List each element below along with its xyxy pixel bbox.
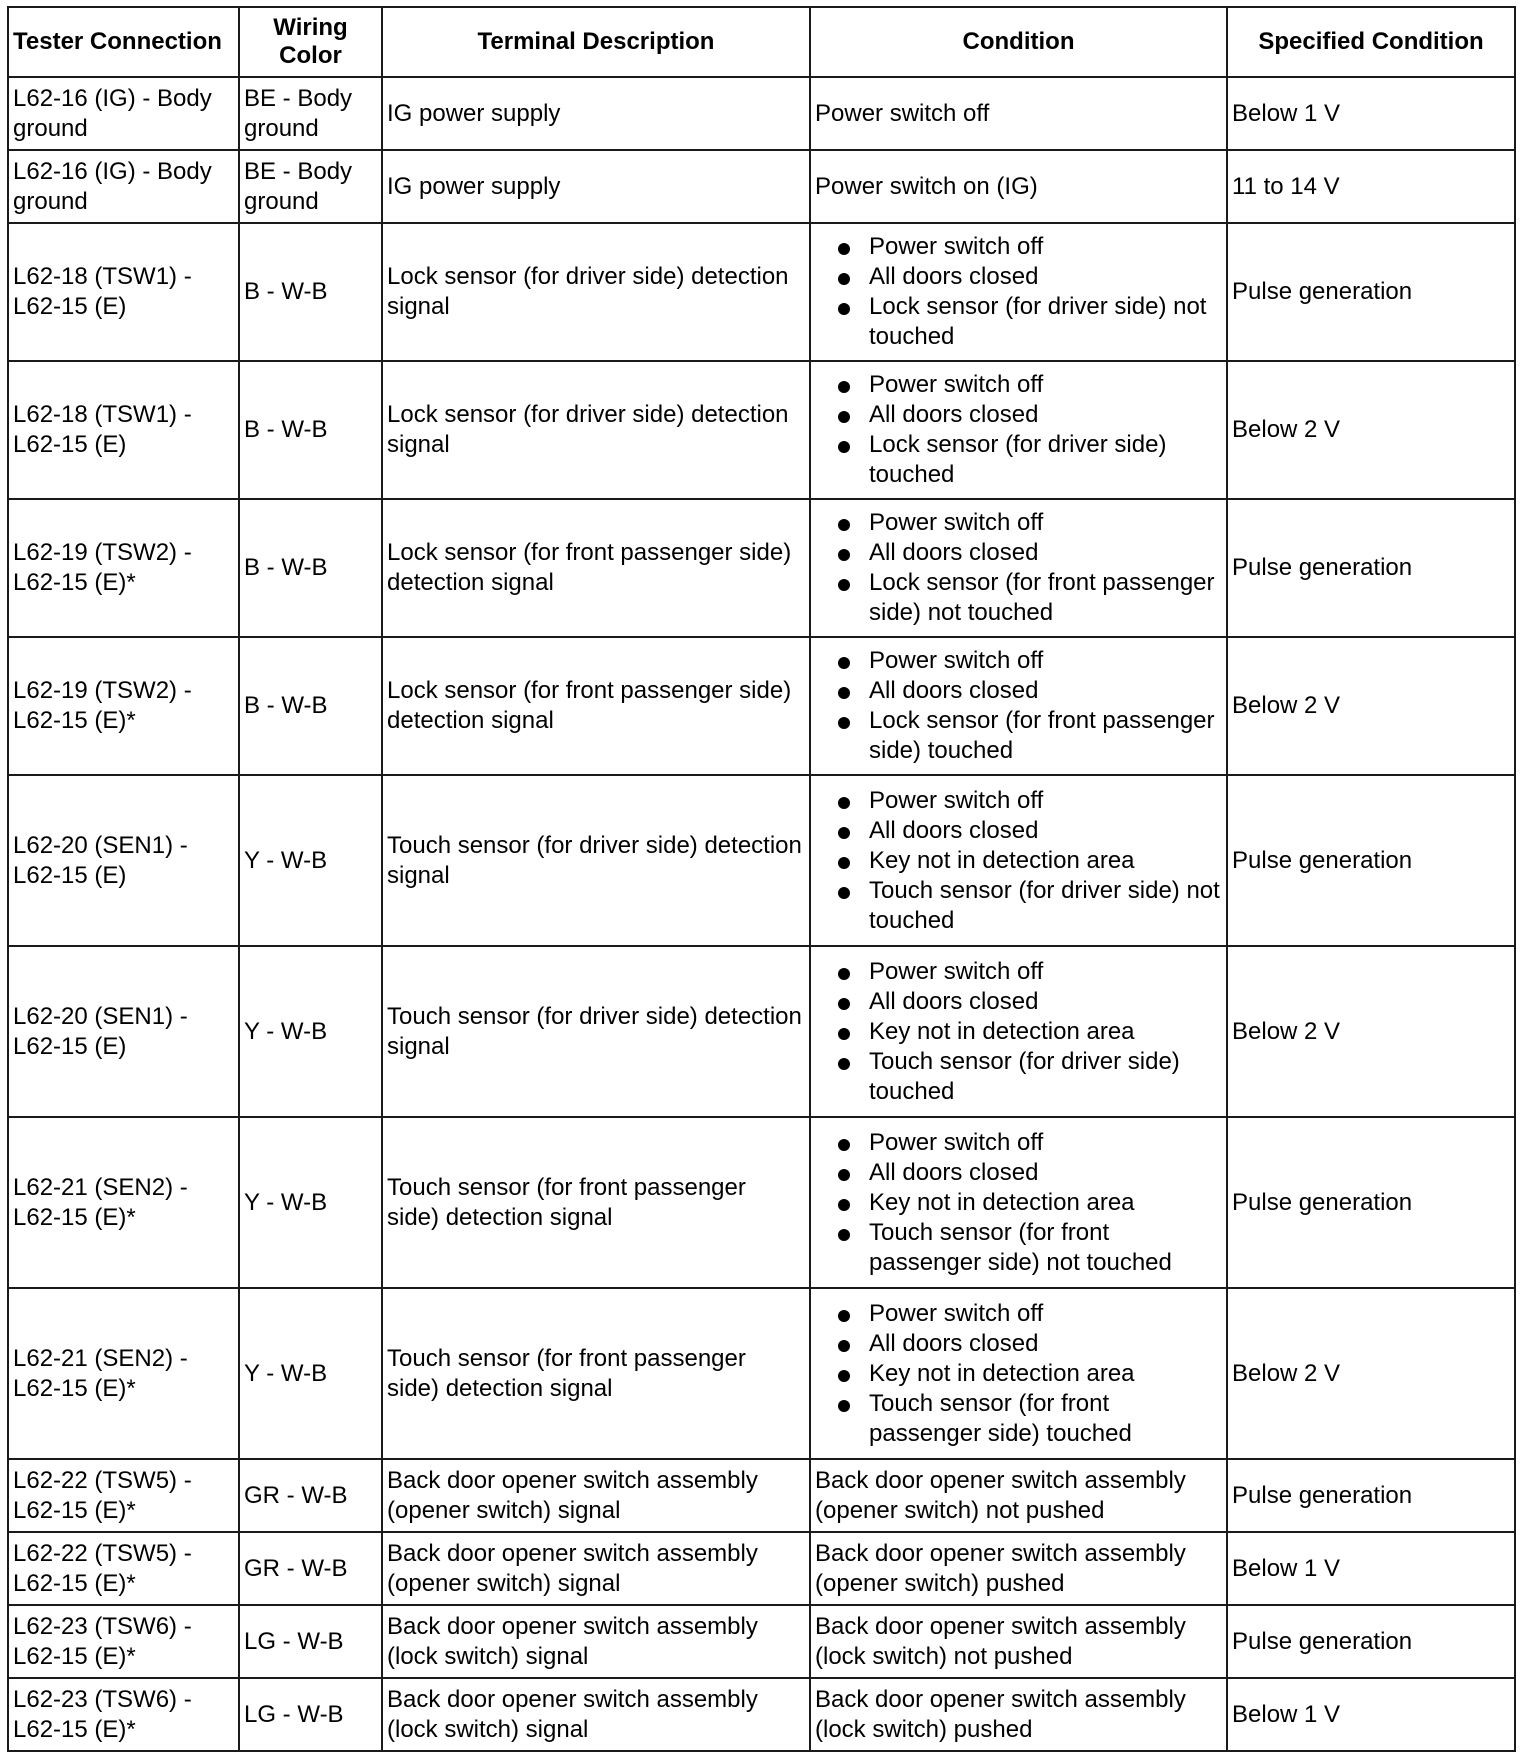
cell-wiring-color: B - W-B: [239, 499, 382, 637]
cell-condition: [810, 1117, 1227, 1288]
cell-tester-connection: L62-23 (TSW6) - L62-15 (E)*: [8, 1678, 239, 1751]
condition-item: All doors closed: [815, 987, 1221, 1017]
cell-wiring-color: LG - W-B: [239, 1678, 382, 1751]
condition-item: All doors closed: [815, 1329, 1221, 1359]
table-row: [8, 499, 1515, 637]
condition-item: Power switch off: [815, 786, 1221, 816]
cell-tester-connection: L62-16 (IG) - Body ground: [8, 150, 239, 223]
condition-item: Touch sensor (for driver side) touched: [815, 1047, 1221, 1107]
table-row: [8, 775, 1515, 946]
cell-terminal-description: Lock sensor (for driver side) detection signal: [382, 361, 810, 499]
condition-item: Power switch off: [815, 1299, 1221, 1329]
cell-tester-connection: L62-19 (TSW2) - L62-15 (E)*: [8, 637, 239, 775]
cell-condition: Back door opener switch assembly (opener switch) not pushed: [810, 1459, 1227, 1532]
cell-wiring-color: LG - W-B: [239, 1605, 382, 1678]
condition-list: [815, 232, 1221, 352]
cell-terminal-description: IG power supply: [382, 150, 810, 223]
cell-terminal-description: Touch sensor (for driver side) detection signal: [382, 946, 810, 1117]
cell-terminal-description: Lock sensor (for front passenger side) detection signal: [382, 637, 810, 775]
cell-wiring-color: B - W-B: [239, 361, 382, 499]
condition-item: Key not in detection area: [815, 846, 1221, 876]
cell-condition: Back door opener switch assembly (lock switch) not pushed: [810, 1605, 1227, 1678]
cell-condition: [810, 223, 1227, 361]
condition-item: All doors closed: [815, 1158, 1221, 1188]
table-row: [8, 1605, 1515, 1678]
table-body: [8, 77, 1515, 1751]
header-row: [8, 7, 1515, 77]
condition-list: [815, 370, 1221, 490]
cell-wiring-color: Y - W-B: [239, 946, 382, 1117]
condition-item: All doors closed: [815, 538, 1221, 568]
cell-tester-connection: L62-19 (TSW2) - L62-15 (E)*: [8, 499, 239, 637]
condition-item: Touch sensor (for front passenger side) touched: [815, 1389, 1221, 1449]
cell-tester-connection: L62-18 (TSW1) - L62-15 (E): [8, 361, 239, 499]
table-row: [8, 1288, 1515, 1459]
cell-terminal-description: Touch sensor (for front passenger side) detection signal: [382, 1117, 810, 1288]
condition-item: Lock sensor (for driver side) touched: [815, 430, 1221, 490]
cell-tester-connection: L62-22 (TSW5) - L62-15 (E)*: [8, 1459, 239, 1532]
cell-condition: [810, 946, 1227, 1117]
condition-item: All doors closed: [815, 400, 1221, 430]
cell-condition: Power switch off: [810, 77, 1227, 150]
condition-item: All doors closed: [815, 262, 1221, 292]
cell-terminal-description: Lock sensor (for front passenger side) detection signal: [382, 499, 810, 637]
cell-condition: [810, 637, 1227, 775]
cell-terminal-description: Touch sensor (for driver side) detection signal: [382, 775, 810, 946]
cell-wiring-color: Y - W-B: [239, 1288, 382, 1459]
cell-specified-condition: Below 1 V: [1227, 77, 1515, 150]
condition-item: Power switch off: [815, 232, 1221, 262]
condition-item: Power switch off: [815, 957, 1221, 987]
cell-wiring-color: GR - W-B: [239, 1532, 382, 1605]
table-row: [8, 1532, 1515, 1605]
cell-wiring-color: BE - Body ground: [239, 77, 382, 150]
cell-wiring-color: GR - W-B: [239, 1459, 382, 1532]
condition-list: [815, 786, 1221, 936]
condition-list: [815, 646, 1221, 766]
cell-terminal-description: Back door opener switch assembly (lock switch) signal: [382, 1605, 810, 1678]
cell-tester-connection: L62-21 (SEN2) - L62-15 (E)*: [8, 1288, 239, 1459]
condition-item: Lock sensor (for driver side) not touched: [815, 292, 1221, 352]
cell-specified-condition: Below 1 V: [1227, 1678, 1515, 1751]
cell-wiring-color: BE - Body ground: [239, 150, 382, 223]
cell-condition: Power switch on (IG): [810, 150, 1227, 223]
cell-specified-condition: Pulse generation: [1227, 1459, 1515, 1532]
cell-wiring-color: Y - W-B: [239, 1117, 382, 1288]
condition-item: Power switch off: [815, 508, 1221, 538]
condition-item: Key not in detection area: [815, 1188, 1221, 1218]
condition-item: Touch sensor (for front passenger side) not touched: [815, 1218, 1221, 1278]
cell-tester-connection: L62-18 (TSW1) - L62-15 (E): [8, 223, 239, 361]
table-row: [8, 1459, 1515, 1532]
cell-terminal-description: Touch sensor (for front passenger side) detection signal: [382, 1288, 810, 1459]
cell-terminal-description: IG power supply: [382, 77, 810, 150]
cell-condition: [810, 499, 1227, 637]
table-row: [8, 1117, 1515, 1288]
cell-condition: [810, 1288, 1227, 1459]
cell-specified-condition: Below 2 V: [1227, 361, 1515, 499]
condition-list: [815, 957, 1221, 1107]
condition-item: Key not in detection area: [815, 1359, 1221, 1389]
cell-specified-condition: Pulse generation: [1227, 1117, 1515, 1288]
condition-item: All doors closed: [815, 816, 1221, 846]
condition-item: Power switch off: [815, 646, 1221, 676]
header-tester-connection: Tester Connection: [8, 7, 239, 77]
condition-list: [815, 508, 1221, 628]
condition-item: All doors closed: [815, 676, 1221, 706]
cell-specified-condition: 11 to 14 V: [1227, 150, 1515, 223]
cell-tester-connection: L62-23 (TSW6) - L62-15 (E)*: [8, 1605, 239, 1678]
terminal-spec-table: [7, 6, 1516, 1752]
cell-condition: [810, 361, 1227, 499]
table-row: [8, 150, 1515, 223]
header-terminal-description: Terminal Description: [382, 7, 810, 77]
cell-condition: [810, 775, 1227, 946]
header-wiring-color: Wiring Color: [239, 7, 382, 77]
table-row: [8, 637, 1515, 775]
cell-terminal-description: Back door opener switch assembly (lock switch) signal: [382, 1678, 810, 1751]
table-row: [8, 77, 1515, 150]
cell-specified-condition: Pulse generation: [1227, 775, 1515, 946]
cell-tester-connection: L62-20 (SEN1) - L62-15 (E): [8, 946, 239, 1117]
cell-specified-condition: Below 2 V: [1227, 946, 1515, 1117]
cell-terminal-description: Lock sensor (for driver side) detection signal: [382, 223, 810, 361]
condition-list: [815, 1128, 1221, 1278]
cell-specified-condition: Pulse generation: [1227, 1605, 1515, 1678]
cell-tester-connection: L62-20 (SEN1) - L62-15 (E): [8, 775, 239, 946]
cell-tester-connection: L62-22 (TSW5) - L62-15 (E)*: [8, 1532, 239, 1605]
cell-wiring-color: B - W-B: [239, 637, 382, 775]
table-row: [8, 223, 1515, 361]
cell-condition: Back door opener switch assembly (opener switch) pushed: [810, 1532, 1227, 1605]
header-condition: Condition: [810, 7, 1227, 77]
header-specified-condition: Specified Condition: [1227, 7, 1515, 77]
condition-item: Power switch off: [815, 370, 1221, 400]
condition-item: Key not in detection area: [815, 1017, 1221, 1047]
cell-specified-condition: Below 1 V: [1227, 1532, 1515, 1605]
condition-item: Lock sensor (for front passenger side) not touched: [815, 568, 1221, 628]
cell-specified-condition: Pulse generation: [1227, 499, 1515, 637]
cell-wiring-color: B - W-B: [239, 223, 382, 361]
cell-tester-connection: L62-16 (IG) - Body ground: [8, 77, 239, 150]
table-row: [8, 1678, 1515, 1751]
cell-specified-condition: Below 2 V: [1227, 637, 1515, 775]
cell-specified-condition: Below 2 V: [1227, 1288, 1515, 1459]
table-row: [8, 361, 1515, 499]
cell-wiring-color: Y - W-B: [239, 775, 382, 946]
condition-list: [815, 1299, 1221, 1449]
condition-item: Lock sensor (for front passenger side) touched: [815, 706, 1221, 766]
table-row: [8, 946, 1515, 1117]
cell-terminal-description: Back door opener switch assembly (opener switch) signal: [382, 1459, 810, 1532]
cell-condition: Back door opener switch assembly (lock switch) pushed: [810, 1678, 1227, 1751]
condition-item: Touch sensor (for driver side) not touched: [815, 876, 1221, 936]
condition-item: Power switch off: [815, 1128, 1221, 1158]
cell-tester-connection: L62-21 (SEN2) - L62-15 (E)*: [8, 1117, 239, 1288]
cell-specified-condition: Pulse generation: [1227, 223, 1515, 361]
cell-terminal-description: Back door opener switch assembly (opener switch) signal: [382, 1532, 810, 1605]
